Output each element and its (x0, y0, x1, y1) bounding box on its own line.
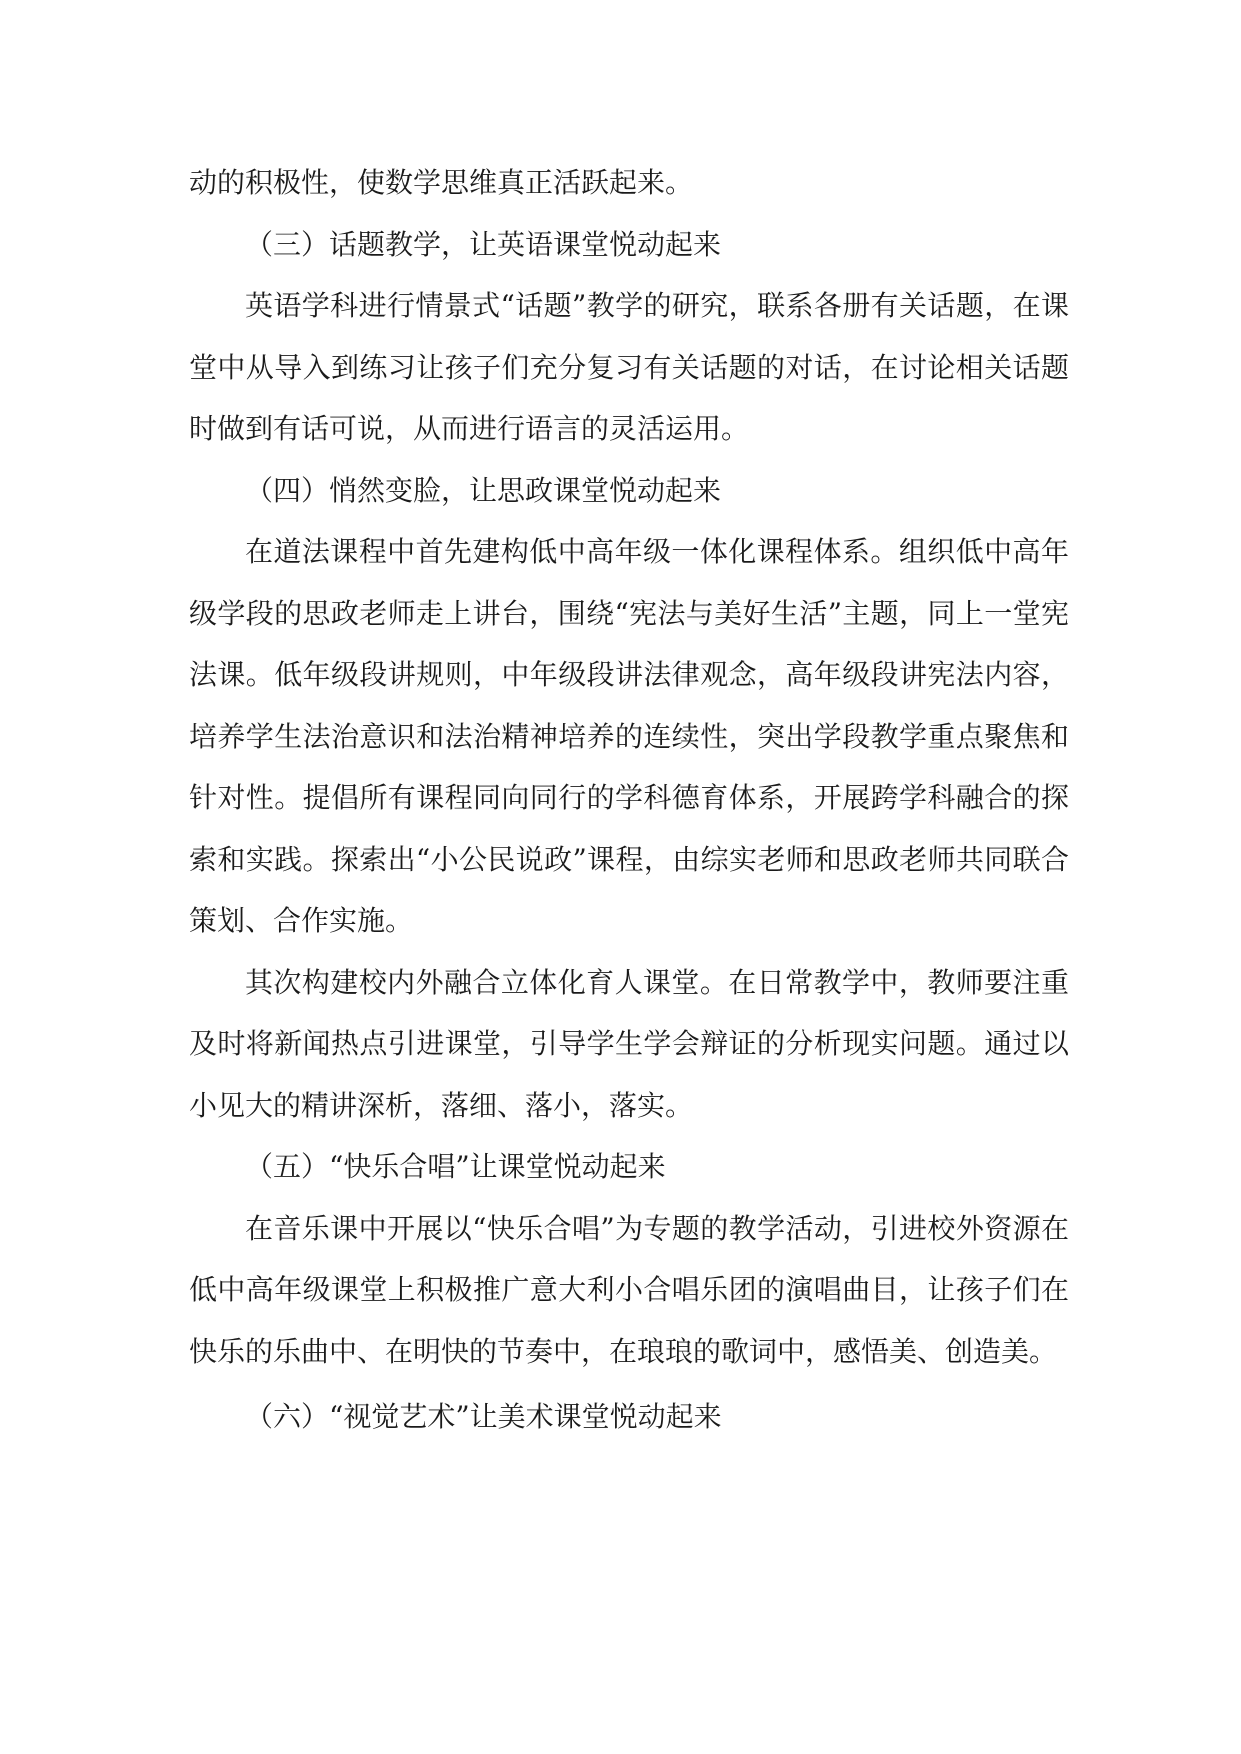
paragraph-music: 在音乐课中开展以“快乐合唱”为专题的教学活动，引进校外资源在低中高年级课堂上积极推广意大利小合唱乐团的演唱曲目，让孩子们在快乐的乐曲中、在明快的节奏中，在琅琅的歌词中，感悟美、创造美。 (189, 1211, 1069, 1368)
paragraph-continuation: 动的积极性，使数学思维真正活跃起来。 (189, 166, 694, 199)
section-heading-5: （五）“快乐合唱”让课堂悦动起来 (245, 1150, 666, 1183)
section-heading-6: （六）“视觉艺术”让美术课堂悦动起来 (245, 1400, 722, 1433)
paragraph-english: 英语学科进行情景式“话题”教学的研究，联系各册有关话题，在课堂中从导入到练习让孩子们充分复习有关话题的对话，在讨论相关话题时做到有话可说，从而进行语言的灵活运用。 (189, 289, 1069, 445)
document-body (189, 152, 1069, 1448)
paragraph-civics-1: 在道法课程中首先建构低中高年级一体化课程体系。组织低中高年级学段的思政老师走上讲台，围绕“宪法与美好生活”主题，同上一堂宪法课。低年级段讲规则，中年级段讲法律观念，高年级段讲宪法内容，培养学生法治意识和法治精神培养的连续性，突出学段教学重点聚焦和针对性。提倡所有课程同向同行的学科德育体系，开展跨学科融合的探索和实践。探索出“小公民说政”课程，由综实老师和思政老师共同联合策划、合作实施。 (189, 535, 1069, 937)
section-heading-3: （三）话题教学，让英语课堂悦动起来 (245, 227, 722, 261)
section-heading-4: （四）悄然变脸，让思政课堂悦动起来 (245, 473, 722, 507)
paragraph-civics-2: 其次构建校内外融合立体化育人课堂。在日常教学中，教师要注重及时将新闻热点引进课堂，引导学生学会辩证的分析现实问题。通过以小见大的精讲深析，落细、落小，落实。 (189, 965, 1069, 1122)
